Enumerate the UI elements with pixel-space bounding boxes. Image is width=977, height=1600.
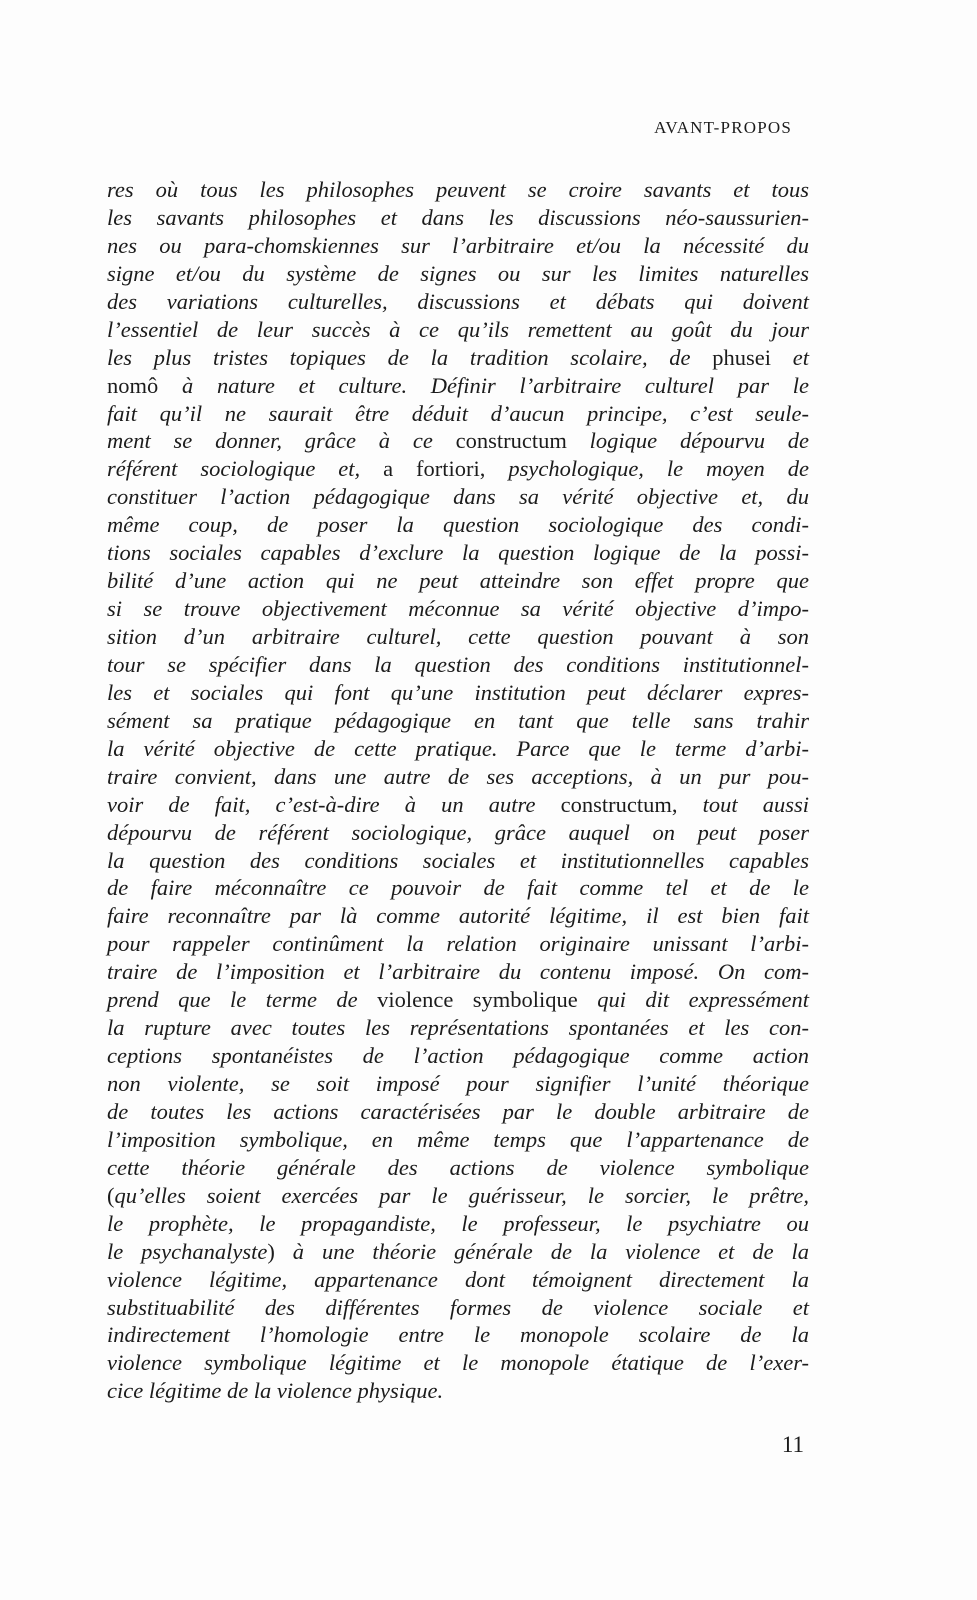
italic-text-segment: sément sa pratique pédagogique en tant que telle sans trahir — [107, 707, 809, 733]
italic-text-segment: ceptions spontanéistes de l’action pédagogique comme action — [107, 1043, 809, 1069]
text-line — [107, 623, 809, 651]
italic-text-segment: qui dit expressément — [577, 987, 810, 1013]
text-line — [107, 651, 809, 679]
italic-text-segment: logique dépourvu de — [566, 428, 809, 454]
italic-text-segment: signe et/ou du système de signes ou sur les limites naturelles — [107, 260, 809, 286]
body-text — [107, 176, 809, 1405]
italic-text-segment: l’essentiel de leur succès à ce qu’ils remettent au goût du jour — [107, 316, 809, 342]
italic-text-segment: de faire méconnaître ce pouvoir de fait comme tel et de le — [107, 875, 809, 901]
text-line — [107, 1266, 809, 1294]
italic-text-segment: la vérité objective de cette pratique. Parce que le terme d’arbi- — [107, 735, 809, 761]
italic-text-segment: violence symbolique légitime et le monopole étatique de l’exer- — [107, 1350, 809, 1376]
italic-text-segment: la question des conditions sociales et institutionnelles capables — [107, 847, 809, 873]
text-line — [107, 763, 809, 791]
text-line — [107, 1238, 809, 1266]
text-line — [107, 1182, 809, 1210]
text-line — [107, 539, 809, 567]
italic-text-segment: l’imposition symbolique, en même temps que l’appartenance de — [107, 1126, 809, 1152]
italic-text-segment: traire de l’imposition et l’arbitraire du contenu imposé. On com- — [107, 959, 809, 985]
italic-text-segment: qu’elles soient exercées par le guérisseur, le sorcier, le prêtre, — [114, 1182, 809, 1208]
text-line — [107, 902, 809, 930]
text-line — [107, 819, 809, 847]
roman-text-segment: nomô — [107, 372, 159, 398]
italic-text-segment: cice légitime de la violence physique. — [107, 1378, 444, 1404]
italic-text-segment: des variations culturelles, discussions et débats qui doivent — [107, 288, 809, 314]
italic-text-segment: même coup, de poser la question sociologique des condi- — [107, 512, 809, 538]
text-line — [107, 1042, 809, 1070]
italic-text-segment: tions sociales capables d’exclure la question logique de la possi- — [107, 540, 809, 566]
italic-text-segment: fait qu’il ne saurait être déduit d’aucun principe, c’est seule- — [107, 400, 809, 426]
page-number: 11 — [781, 1432, 804, 1457]
italic-text-segment: non violente, se soit imposé pour signifier l’unité théorique — [107, 1071, 809, 1096]
italic-text-segment: si se trouve objectivement méconnue sa vérité objective d’impo- — [107, 596, 809, 622]
italic-text-segment: substituabilité des différentes formes de violence sociale et — [107, 1294, 809, 1320]
italic-text-segment: pour rappeler continûment la relation originaire unissant l’arbi- — [107, 931, 809, 957]
text-line — [107, 427, 809, 455]
text-line — [107, 595, 809, 623]
text-line — [107, 1126, 809, 1154]
text-line — [107, 511, 809, 539]
text-line — [107, 288, 809, 316]
text-line — [107, 567, 809, 595]
text-line — [107, 847, 809, 875]
italic-text-segment: nes ou para-chomskiennes sur l’arbitraire et/ou la nécessité du — [107, 232, 809, 258]
italic-text-segment: à nature et culture. Définir l’arbitraire culturel par le — [158, 372, 809, 398]
italic-text-segment: à une théorie générale de la violence et de la — [274, 1238, 809, 1264]
italic-text-segment: et — [771, 344, 809, 370]
text-line — [107, 679, 809, 707]
text-line — [107, 791, 809, 819]
text-line — [107, 1014, 809, 1042]
italic-text-segment: violence légitime, appartenance dont témoignent directement la — [107, 1266, 809, 1292]
italic-text-segment: constituer l’action pédagogique dans sa vérité objective et, du — [107, 484, 809, 510]
italic-text-segment: ment se donner, grâce à ce — [107, 428, 456, 454]
roman-text-segment: ) — [267, 1238, 275, 1264]
italic-text-segment: le psychanalyste — [107, 1238, 268, 1264]
italic-text-segment: psychologique, le moyen de — [485, 456, 809, 482]
italic-text-segment: les plus tristes topiques de la tradition scolaire, de — [107, 344, 713, 370]
italic-text-segment: dépourvu de référent sociologique, grâce auquel on peut poser — [107, 819, 809, 845]
text-line — [107, 707, 809, 735]
text-line — [107, 1098, 809, 1126]
text-line — [107, 1294, 809, 1322]
italic-text-segment: sition d’un arbitraire culturel, cette question pouvant à son — [107, 624, 809, 649]
text-line — [107, 260, 809, 288]
italic-text-segment: la rupture avec toutes les représentations spontanées et les con- — [107, 1015, 809, 1041]
italic-text-segment: cette théorie générale des actions de violence symbolique — [107, 1154, 809, 1180]
text-line — [107, 1349, 809, 1377]
italic-text-segment: traire convient, dans une autre de ses acceptions, à un pur pou- — [107, 763, 809, 789]
text-line — [107, 1070, 809, 1098]
italic-text-segment: de toutes les actions caractérisées par le double arbitraire de — [107, 1098, 809, 1124]
italic-text-segment: bilité d’une action qui ne peut atteindre son effet propre que — [107, 568, 809, 594]
text-line — [107, 176, 809, 204]
text-line — [107, 316, 809, 344]
roman-text-segment: a fortiori, — [383, 456, 486, 482]
text-line — [107, 372, 809, 400]
text-line — [107, 344, 809, 372]
roman-text-segment: constructum, — [560, 791, 678, 817]
text-line — [107, 232, 809, 260]
text-line — [107, 874, 809, 902]
italic-text-segment: tour se spécifier dans la question des conditions institutionnel- — [107, 651, 809, 677]
roman-text-segment: phusei — [712, 344, 772, 370]
italic-text-segment: prend que le terme de — [107, 987, 378, 1013]
text-line — [107, 1377, 809, 1405]
text-line — [107, 400, 809, 428]
text-line — [107, 986, 809, 1014]
running-header: AVANT-PROPOS — [654, 118, 792, 137]
text-line — [107, 930, 809, 958]
text-line — [107, 958, 809, 986]
text-line — [107, 1154, 809, 1182]
roman-text-segment: constructum — [455, 428, 567, 454]
text-line — [107, 1321, 809, 1349]
text-line — [107, 483, 809, 511]
italic-text-segment: référent sociologique et, — [107, 456, 384, 482]
text-line — [107, 1210, 809, 1238]
text-line — [107, 204, 809, 232]
italic-text-segment: indirectement l’homologie entre le monopole scolaire de la — [107, 1322, 809, 1348]
italic-text-segment: faire reconnaître par là comme autorité légitime, il est bien fait — [107, 903, 809, 929]
italic-text-segment: res où tous les philosophes peuvent se croire savants et tous — [107, 177, 809, 202]
italic-text-segment: les savants philosophes et dans les discussions néo-saussurien- — [107, 204, 809, 230]
italic-text-segment: voir de fait, c’est-à-dire à un autre — [107, 791, 561, 817]
italic-text-segment: les et sociales qui font qu’une institution peut déclarer expres- — [107, 679, 809, 705]
roman-text-segment: ( — [107, 1182, 115, 1208]
italic-text-segment: le prophète, le propagandiste, le professeur, le psychiatre ou — [107, 1210, 809, 1236]
roman-text-segment: violence symbolique — [377, 987, 578, 1013]
text-line — [107, 735, 809, 763]
italic-text-segment: tout aussi — [677, 791, 809, 817]
text-line — [107, 455, 809, 483]
